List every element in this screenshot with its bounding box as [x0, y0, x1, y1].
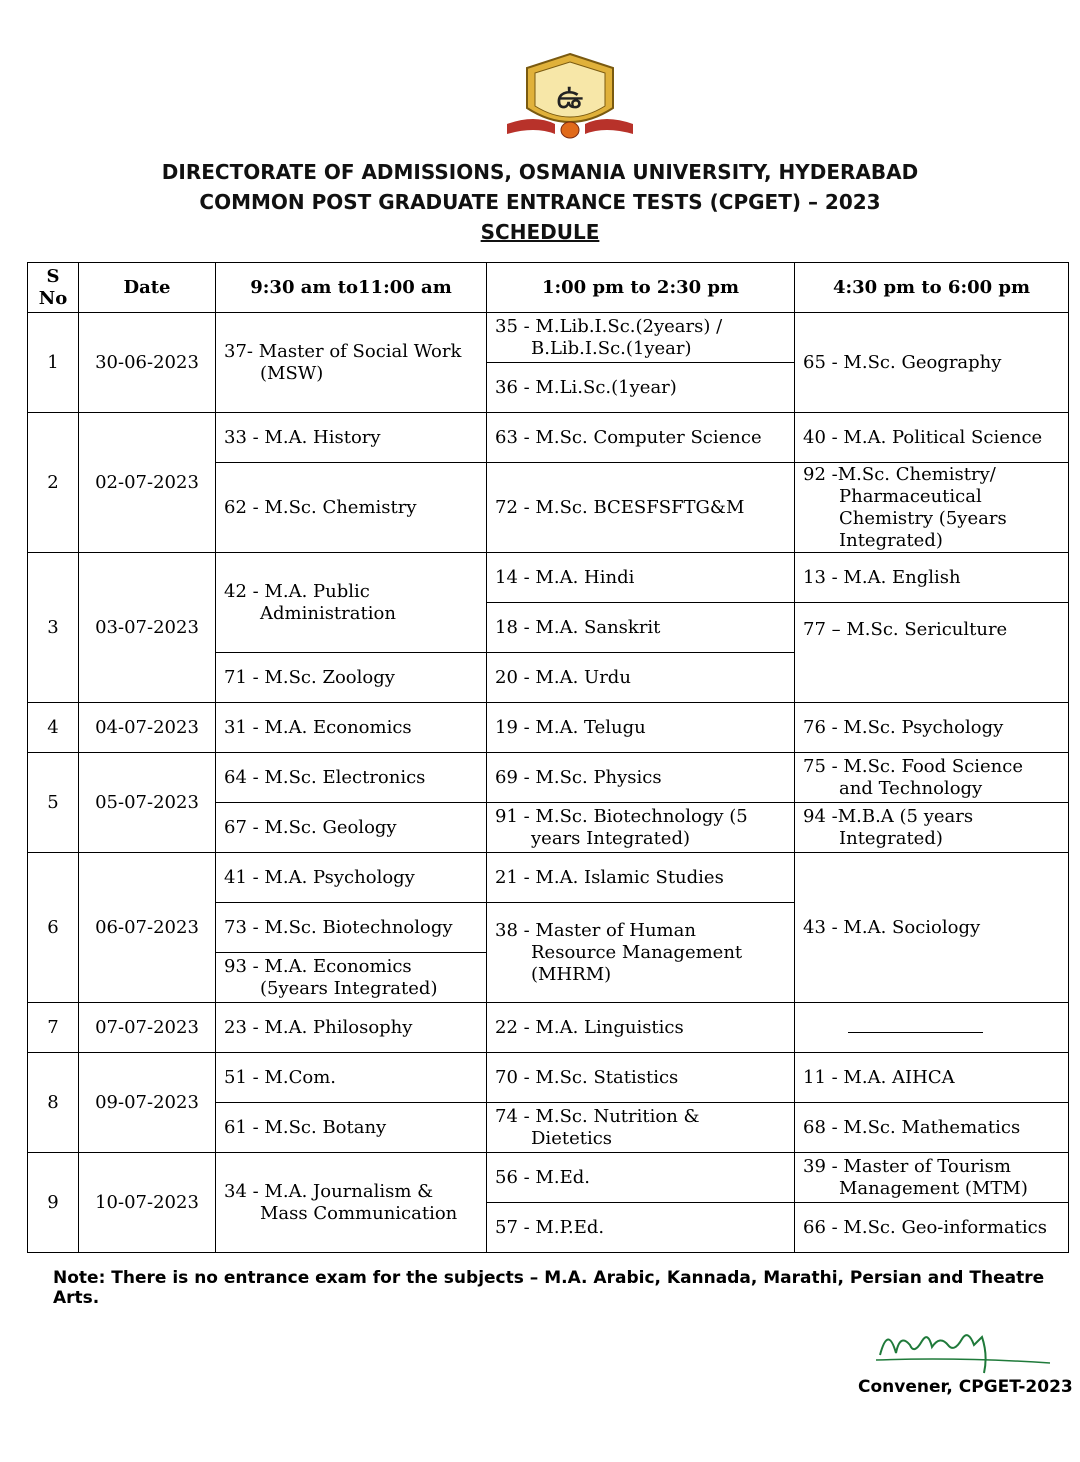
slot1-cell — [216, 853, 487, 903]
date-cell: 04-07-2023 — [79, 703, 216, 753]
sno-cell: 6 — [28, 853, 79, 1003]
slot2-cell — [487, 1053, 795, 1103]
exam-entry: 38 - Master of Human Resource Management (MHRM) — [495, 919, 743, 985]
slot2-cell — [487, 363, 795, 413]
exam-entry: 14 - M.A. Hindi — [495, 566, 635, 588]
slot3-cell — [795, 1153, 1069, 1203]
table-row — [28, 1003, 1069, 1053]
col-header-sno: S No — [28, 263, 79, 313]
note-text: Note: There is no entrance exam for the subjects – M.A. Arabic, Kannada, Marathi, Persian and Theatre Arts. — [53, 1268, 1045, 1308]
exam-entry: 19 - M.A. Telugu — [495, 716, 646, 738]
slot2-cell — [487, 803, 795, 853]
convener-title: Convener, CPGET-2023 — [858, 1377, 1073, 1397]
slot1-cell — [216, 1153, 487, 1253]
table-row — [28, 313, 1069, 363]
exam-entry: 11 - M.A. AIHCA — [803, 1066, 955, 1088]
exam-entry: 37- Master of Social Work (MSW) — [224, 340, 462, 384]
slot2-cell — [487, 703, 795, 753]
exam-entry: 35 - M.Lib.I.Sc.(2years) / B.Lib.I.Sc.(1year) — [495, 315, 723, 359]
exam-entry: 40 - M.A. Political Science — [803, 426, 1043, 448]
slot1-cell — [216, 463, 487, 553]
exam-entry: 23 - M.A. Philosophy — [224, 1016, 413, 1038]
date-cell: 02-07-2023 — [79, 413, 216, 553]
exam-entry: 34 - M.A. Journalism & Mass Communication — [224, 1180, 458, 1224]
slot3-cell — [795, 313, 1069, 413]
slot2-cell — [487, 1203, 795, 1253]
slot1-cell — [216, 753, 487, 803]
exam-entry: 75 - M.Sc. Food Science and Technology — [803, 755, 1024, 799]
schedule-table — [27, 262, 1069, 1253]
slot1-cell — [216, 703, 487, 753]
exam-entry: 62 - M.Sc. Chemistry — [224, 496, 417, 518]
exam-entry: 51 - M.Com. — [224, 1066, 336, 1088]
exam-entry: 94 -M.B.A (5 years Integrated) — [803, 805, 974, 849]
exam-entry: 31 - M.A. Economics — [224, 716, 412, 738]
slot2-cell — [487, 603, 795, 653]
slot3-cell — [795, 1003, 1069, 1053]
slot3-cell — [795, 1103, 1069, 1153]
date-cell: 10-07-2023 — [79, 1153, 216, 1253]
slot1-cell — [216, 953, 487, 1003]
date-cell: 09-07-2023 — [79, 1053, 216, 1153]
slot3-cell — [795, 703, 1069, 753]
slot2-cell — [487, 313, 795, 363]
slot2-cell — [487, 463, 795, 553]
sno-cell: 1 — [28, 313, 79, 413]
exam-entry: 70 - M.Sc. Statistics — [495, 1066, 679, 1088]
slot3-cell — [795, 1203, 1069, 1253]
date-cell: 03-07-2023 — [79, 553, 216, 703]
exam-entry: 69 - M.Sc. Physics — [495, 766, 662, 788]
table-row — [28, 1053, 1069, 1103]
table-row — [28, 553, 1069, 603]
exam-entry: 65 - M.Sc. Geography — [803, 351, 1002, 373]
slot2-cell — [487, 553, 795, 603]
exam-entry: 72 - M.Sc. BCESFSFTG&M — [495, 496, 745, 518]
slot1-cell — [216, 803, 487, 853]
exam-entry: 71 - M.Sc. Zoology — [224, 666, 395, 688]
exam-entry: 66 - M.Sc. Geo-informatics — [803, 1216, 1047, 1238]
svg-text:ఉ: ఉ — [556, 77, 584, 117]
exam-entry: 92 -M.Sc. Chemistry/ Pharmaceutical Chemistry (5years Integrated) — [803, 463, 1007, 551]
slot3-cell — [795, 853, 1069, 1003]
sno-cell: 2 — [28, 413, 79, 553]
table-row — [28, 1153, 1069, 1203]
slot1-cell — [216, 903, 487, 953]
exam-entry: 61 - M.Sc. Botany — [224, 1116, 387, 1138]
table-header-row — [28, 263, 1069, 313]
slot1-cell — [216, 653, 487, 703]
exam-entry: 76 - M.Sc. Psychology — [803, 716, 1004, 738]
date-cell: 07-07-2023 — [79, 1003, 216, 1053]
exam-entry: 73 - M.Sc. Biotechnology — [224, 916, 453, 938]
exam-entry: 41 - M.A. Psychology — [224, 866, 415, 888]
date-cell: 06-07-2023 — [79, 853, 216, 1003]
table-row — [28, 413, 1069, 463]
slot2-cell — [487, 853, 795, 903]
slot1-cell — [216, 313, 487, 413]
no-exam-dash — [848, 1022, 983, 1033]
col-header-slot-3: 4:30 pm to 6:00 pm — [795, 263, 1069, 313]
convener-signature — [870, 1315, 1060, 1380]
slot1-cell — [216, 1003, 487, 1053]
exam-entry: 57 - M.P.Ed. — [495, 1216, 605, 1238]
exam-entry: 67 - M.Sc. Geology — [224, 816, 397, 838]
exam-entry: 18 - M.A. Sanskrit — [495, 616, 661, 638]
col-header-slot-1: 9:30 am to11:00 am — [216, 263, 487, 313]
slot2-cell — [487, 1103, 795, 1153]
exam-entry: 21 - M.A. Islamic Studies — [495, 866, 724, 888]
sno-cell: 8 — [28, 1053, 79, 1153]
slot3-cell — [795, 803, 1069, 853]
exam-entry: 68 - M.Sc. Mathematics — [803, 1116, 1021, 1138]
col-header-date: Date — [79, 263, 216, 313]
col-header-slot-2: 1:00 pm to 2:30 pm — [487, 263, 795, 313]
slot2-cell — [487, 413, 795, 463]
slot2-cell — [487, 1003, 795, 1053]
exam-entry: 33 - M.A. History — [224, 426, 381, 448]
exam-entry: 77 – M.Sc. Sericulture — [803, 619, 1008, 640]
exam-entry: 20 - M.A. Urdu — [495, 666, 631, 688]
slot3-cell — [795, 603, 1069, 703]
exam-entry: 43 - M.A. Sociology — [803, 916, 981, 938]
date-cell: 30-06-2023 — [79, 313, 216, 413]
university-logo — [505, 50, 635, 142]
sno-cell: 5 — [28, 753, 79, 853]
date-cell: 05-07-2023 — [79, 753, 216, 853]
exam-entry: 39 - Master of Tourism Management (MTM) — [803, 1155, 1028, 1199]
exam-entry: 91 - M.Sc. Biotechnology (5 years Integrated) — [495, 805, 748, 849]
exam-entry: 13 - M.A. English — [803, 566, 961, 588]
exam-entry: 36 - M.Li.Sc.(1year) — [495, 376, 677, 398]
cpget-heading: COMMON POST GRADUATE ENTRANCE TESTS (CPGET) – 2023 — [199, 190, 881, 214]
exam-entry: 63 - M.Sc. Computer Science — [495, 426, 762, 448]
exam-entry: 64 - M.Sc. Electronics — [224, 766, 426, 788]
exam-entry: 22 - M.A. Linguistics — [495, 1016, 684, 1038]
slot2-cell — [487, 753, 795, 803]
sno-cell: 9 — [28, 1153, 79, 1253]
slot1-cell — [216, 1103, 487, 1153]
table-row — [28, 853, 1069, 903]
slot3-cell — [795, 753, 1069, 803]
slot3-cell — [795, 553, 1069, 603]
table-row — [28, 703, 1069, 753]
exam-entry: 74 - M.Sc. Nutrition & Dietetics — [495, 1105, 700, 1149]
exam-entry: 56 - M.Ed. — [495, 1166, 590, 1188]
slot3-cell — [795, 1053, 1069, 1103]
slot2-cell — [487, 653, 795, 703]
sno-cell: 4 — [28, 703, 79, 753]
slot1-cell — [216, 1053, 487, 1103]
slot3-cell — [795, 463, 1069, 553]
exam-entry: 42 - M.A. Public Administration — [224, 580, 396, 624]
sno-cell: 7 — [28, 1003, 79, 1053]
slot2-cell — [487, 1153, 795, 1203]
slot1-cell — [216, 413, 487, 463]
slot3-cell — [795, 413, 1069, 463]
table-row — [28, 753, 1069, 803]
schedule-title: SCHEDULE — [480, 220, 600, 244]
directorate-heading: DIRECTORATE OF ADMISSIONS, OSMANIA UNIVERSITY, HYDERABAD — [161, 160, 919, 184]
slot1-cell — [216, 553, 487, 653]
sno-cell: 3 — [28, 553, 79, 703]
exam-entry: 93 - M.A. Economics (5years Integrated) — [224, 955, 438, 999]
slot2-cell — [487, 903, 795, 1003]
